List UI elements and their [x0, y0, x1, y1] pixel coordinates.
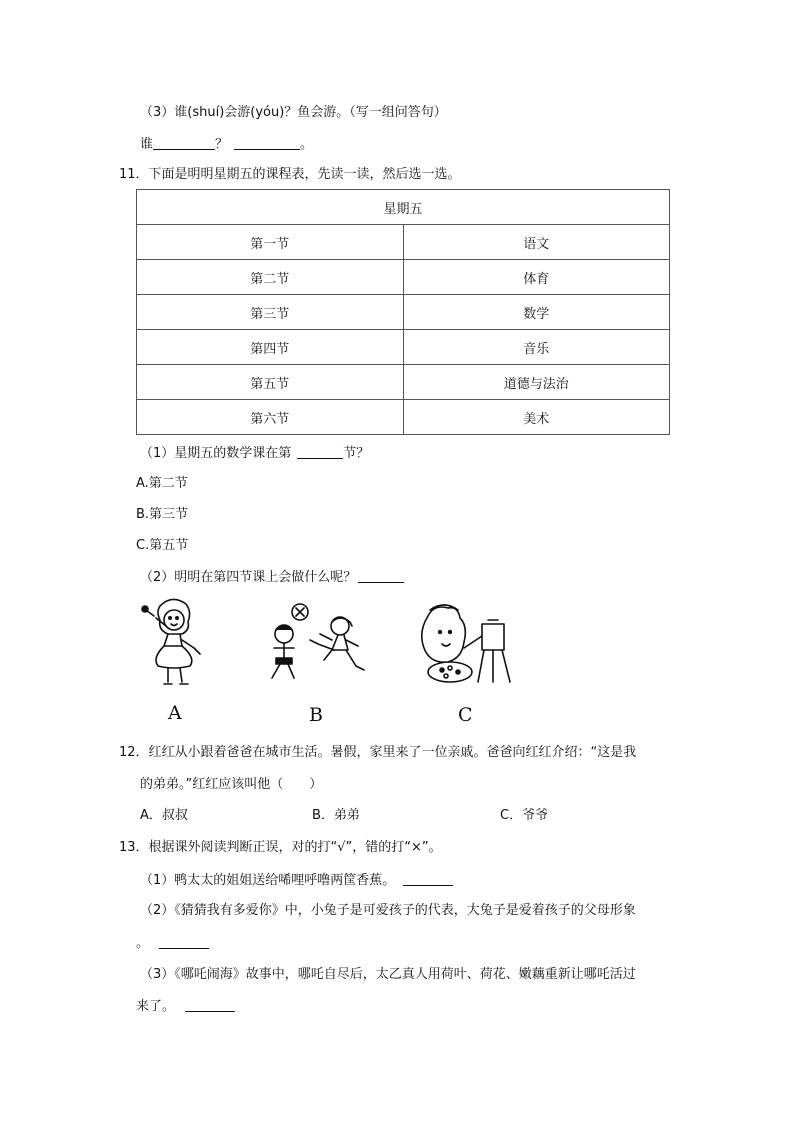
q12-line1: 12．红红从小跟着爸爸在城市生活。暑假，家里来了一位亲戚。爸爸向红红介绍：“这是我 — [119, 745, 637, 760]
q11-sub1 — [140, 444, 369, 463]
schedule-table — [136, 189, 670, 435]
table-row — [137, 225, 670, 260]
q10-answer-prefix: 谁 — [140, 137, 154, 152]
picture-label-b: B — [309, 704, 323, 726]
period-cell: 第五节 — [137, 365, 404, 400]
q11-sub2-blank[interactable] — [358, 568, 404, 583]
q11-sub1-suffix: 节？ — [343, 446, 370, 461]
period-cell: 第三节 — [137, 295, 404, 330]
period-cell: 第一节 — [137, 225, 404, 260]
table-header-cell: 星期五 — [137, 190, 670, 225]
q13-item3-end: 来了。 — [136, 999, 176, 1014]
q13-item2-line2 — [136, 934, 209, 953]
q13-item1-text: （1）鸭太太的姐姐送给唏哩呼噜两筐香蕉。 — [140, 873, 396, 888]
q10-answer-blank-1[interactable] — [153, 135, 215, 150]
table-row — [137, 400, 670, 435]
q13-item3-blank[interactable] — [185, 997, 235, 1012]
q13-item1-blank[interactable] — [403, 871, 453, 886]
q10-answer-mid: ？ — [215, 137, 229, 152]
q13-item1 — [140, 871, 453, 890]
q11-option-a[interactable]: A.第二节 — [136, 476, 188, 491]
table-header-row — [137, 190, 670, 225]
q12-option-c[interactable]: C．爷爷 — [500, 808, 549, 823]
q12-option-a[interactable]: A．叔叔 — [140, 808, 188, 823]
q13-item3-line1: （3）《哪吒闹海》故事中，哪吒自尽后，太乙真人用荷叶、荷花、嫩藕重新让哪吒活过 — [140, 967, 636, 982]
q11-option-c[interactable]: C.第五节 — [136, 538, 189, 553]
q13-item2-end: 。 — [136, 936, 150, 951]
subject-cell: 体育 — [403, 260, 670, 295]
q11-sub2-text: （2）明明在第四节课上会做什么呢？ — [140, 570, 357, 585]
q12-line2: 的弟弟。”红红应该叫他（ ） — [140, 777, 323, 792]
painting-child-picture[interactable] — [414, 602, 520, 688]
q10-answer-blank-2[interactable] — [234, 135, 300, 150]
subject-cell: 语文 — [403, 225, 670, 260]
q13-item2-blank[interactable] — [159, 934, 209, 949]
q13-title: 13．根据课外阅读判断正误，对的打“√”，错的打“×”。 — [119, 840, 442, 855]
table-row — [137, 330, 670, 365]
subject-cell: 美术 — [403, 400, 670, 435]
q11-sub2 — [140, 568, 404, 587]
period-cell: 第二节 — [137, 260, 404, 295]
picture-label-c: C — [458, 704, 473, 726]
q13-item3-line2 — [136, 997, 235, 1016]
q10-item3-answer-line — [140, 135, 313, 154]
q10-answer-end: 。 — [300, 137, 314, 152]
q11-option-b[interactable]: B.第三节 — [136, 507, 189, 522]
q10-item3-question: （3）谁(shuí)会游(yóu)？鱼会游。（写一组问答句） — [140, 105, 447, 120]
subject-cell: 数学 — [403, 295, 670, 330]
subject-cell: 音乐 — [403, 330, 670, 365]
table-row — [137, 295, 670, 330]
q12-option-b[interactable]: B．弟弟 — [312, 808, 360, 823]
table-row — [137, 260, 670, 295]
picture-label-a: A — [168, 702, 182, 724]
subject-cell: 道德与法治 — [403, 365, 670, 400]
table-row — [137, 365, 670, 400]
period-cell: 第四节 — [137, 330, 404, 365]
q11-title: 11．下面是明明星期五的课程表，先读一读，然后选一选。 — [119, 167, 461, 182]
singing-girl-picture[interactable] — [138, 596, 208, 694]
period-cell: 第六节 — [137, 400, 404, 435]
q11-sub1-prefix: （1）星期五的数学课在第 — [140, 446, 292, 461]
q13-item2-line1: （2）《猜猜我有多爱你》中，小兔子是可爱孩子的代表，大兔子是爱着孩子的父母形象 — [140, 903, 636, 918]
football-boys-picture[interactable] — [262, 600, 372, 686]
q11-sub1-blank[interactable] — [297, 444, 343, 459]
